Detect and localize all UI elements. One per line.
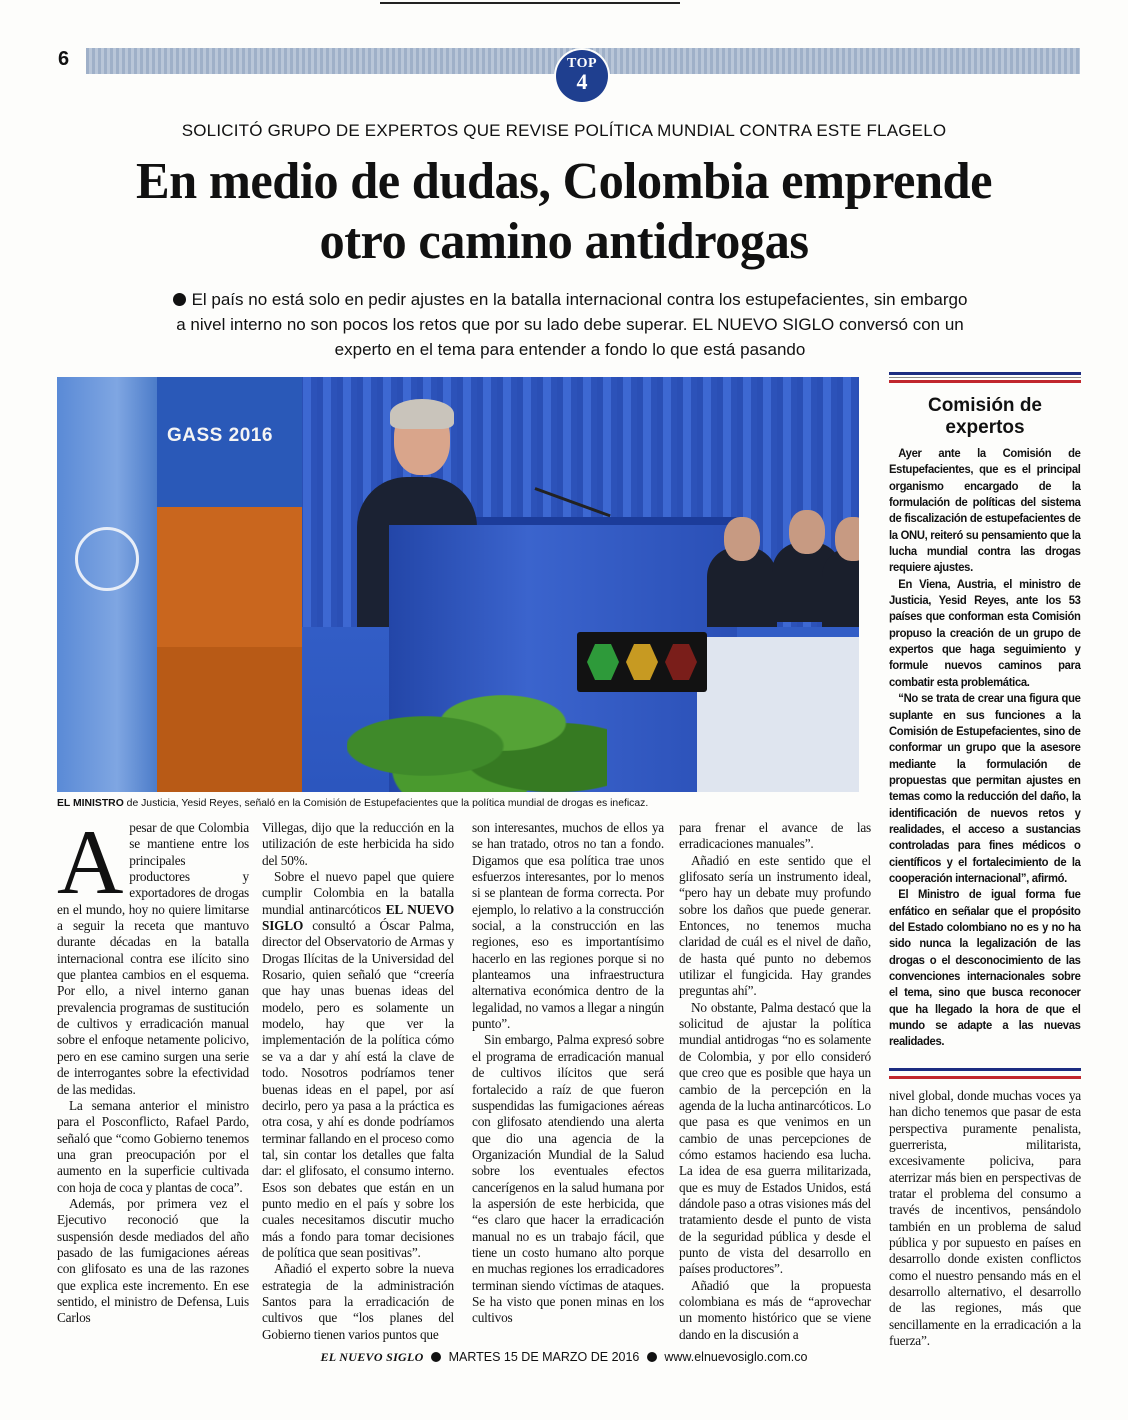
body-paragraph: para frenar el avance de las erradicaciones manuales”. [679, 820, 871, 852]
deck-line-1: El país no está solo en pedir ajustes en la batalla internacional contra los estupefacientes, sin embargo [191, 290, 968, 309]
badge-number: 4 [576, 69, 588, 94]
deck-line-3: experto en el tema para entender a fondo lo que está pasando [334, 340, 806, 359]
body-column-1 [57, 811, 249, 1327]
top-rule [380, 2, 680, 4]
body-paragraph: son interesantes, muchos de ellos ya se han tratado, otros no tan a fondo. Digamos que esa política trae unos esfuerzos interesantes, por lo menos si se plantean de forma correcta. Por ejemplo, lo relativo a la construcción social, a la construcción en las regiones, eso es importantísimo hacerlo en las regiones porque si no planteamos una infraestructura alternativa económica dentro de la legalidad, no vamos a llegar a ningún punto”. [472, 820, 664, 1032]
sidebar-bottom-rule [889, 1068, 1081, 1079]
top-badge [556, 50, 608, 102]
timer-red-light [665, 644, 697, 680]
sidebar-paragraph: El Ministro de igual forma fue enfático en señalar que el propósito del Estado colombiano no es y no ha sido nunca la legalización de las drogas o el desconocimiento de las convenciones internacionales sobre el tema, sino que busca reconocer que ha llegado la hora de que el mundo se adapte a las nuevas realidades. [889, 887, 1081, 1049]
page-number: 6 [58, 48, 70, 70]
photo-delegate-head [789, 510, 825, 554]
timer-amber-light [626, 644, 658, 680]
deck [120, 287, 1020, 362]
photo-delegate-head [724, 517, 760, 561]
body-paragraph: pesar de que Colombia se mantiene entre los principales productores y exportadores de drogas en el mundo, hoy no quiere limitarse a seguir la receta que mantuvo durante décadas en la batalla internacional contra ese ilícito sino que plantea cambios en el esquema. Por ello, a nivel interno ganan prevalencia programas de sustitución de cultivos y erradicación manual sobre el enfoque netamente policivo, pero en ese camino surgen una serie de interrogantes sobre la efectividad de las medidas. [57, 820, 249, 1097]
sidebar-body [889, 445, 1081, 1050]
footer-date: MARTES 15 DE MARZO DE 2016 [448, 1350, 640, 1364]
body-text: consultó a Óscar Palma, director del Observatorio de Armas y Drogas Ilícitas de la Universidad del Rosario, quien señaló que “creería que hay unas buenas ideas del modelo, pero es solamente un modelo, hay que ver la implementación de la política cómo se va a dar y ahí está la clave de todo. Nosotros podríamos tener buenas ideas en el papel, por así decirlo, pero ya pasa a la práctica es otra cosa, y ahí es donde podríamos terminar fallando en el proceso como tal, sin contar los detalles que falta dar: el glifosato, el consumo interno. Esos son debates que están en un punto medio en el país y sobre los cuales necesitamos discutir mucho más a fondo para tomar decisiones de política que sean positivas”. [262, 918, 454, 1260]
body-paragraph: No obstante, Palma destacó que la solicitud de ajustar la política mundial antidrogas “no es solamente de Colombia, y por ello consideró que creo que es posible que haya un cambio de la percepción en la agenda de la lucha antinarcóticos. Lo que pasa es que venimos en un cambio de unas percepciones de cómo estamos haciendo esa lucha. La idea de esa guerra militarizada, que es muy de Estados Unidos, está dándole paso a otras visiones más del tratamiento desde el punto de vista de la seguridad pública y desde el punto de vista del desarrollo en países productores”. [679, 999, 872, 1277]
sidebar-title-line-1: Comisión de [927, 395, 1042, 416]
headline [17, 152, 1111, 272]
newspaper-name: EL NUEVO SIGLO [262, 901, 454, 934]
body-paragraph: Añadió el experto sobre la nueva estrategia de la administración Santos para la erradicación de cultivos que “los planes del Gobierno tienen varios puntos que [262, 1261, 454, 1342]
kicker: SOLICITÓ GRUPO DE EXPERTOS QUE REVISE POLÍTICA MUNDIAL CONTRA ESTE FLAGELO [181, 121, 947, 140]
photo-speaker-hair [390, 399, 454, 429]
drop-cap: A [57, 811, 124, 913]
article-photo [57, 377, 859, 792]
page-footer [0, 1350, 1128, 1365]
photo-desk [697, 637, 859, 792]
body-column-2 [262, 820, 454, 1343]
body-paragraph: Añadió que la propuesta colombiana es más de “aprovechar un momento histórico que se viene dando en la discusión a [679, 1277, 871, 1342]
body-column-4 [679, 820, 871, 1343]
body-paragraph: La semana anterior el ministro para el Posconflicto, Rafael Pardo, señaló que “como Gobierno tenemos una gran preocupación por el aumento en la superficie cultivada con hoja de coca y plantas de coca”. [57, 1097, 249, 1195]
headline-line-1: En medio de dudas, Colombia emprende [135, 153, 993, 210]
body-paragraph: Además, por primera vez el Ejecutivo reconoció que la suspensión desde mediados del año pasado de las fumigaciones aéreas con glifosato es una de las razones que explica este incremento. En ese sentido, el ministro de Defensa, Luis Carlos [57, 1195, 249, 1326]
timer-green-light [587, 644, 619, 680]
bullet-icon [173, 293, 186, 306]
body-paragraph [262, 869, 454, 1261]
sidebar-paragraph: “No se trata de crear una figura que suplante en sus funciones a la Comisión de Estupefacientes, sino de conformar un grupo que la asesore mediante la formulación de propuestas que permitan ajustes en temas como la reducción del daño, la identificación de nuevos retos y realidades, el acceso a sustancias controladas para fines médicos o científicos y el fortalecimiento de la cooperación internacional”, afirmó. [889, 691, 1081, 885]
caption-lead: EL MINISTRO [57, 798, 124, 809]
body-column-5 [889, 1088, 1081, 1350]
poster-text: GASS 2016 [167, 425, 273, 446]
body-column-3 [472, 820, 664, 1327]
headline-line-2: otro camino antidrogas [319, 213, 809, 270]
deck-line-2: a nivel interno no son pocos los retos que por su lado debe superar. EL NUEVO SIGLO conversó con un [176, 315, 964, 334]
un-emblem-icon [75, 527, 139, 591]
sidebar-paragraph: Ayer ante la Comisión de Estupefacientes, que es el principal organismo encargado de la formulación de políticas del sistema de fiscalización de estupefacientes de la ONU, reiteró su pensamiento que la lucha mundial contra las drogas requiere ajustes. [889, 446, 1081, 575]
sidebar-paragraph: En Viena, Austria, el ministro de Justicia, Yesid Reyes, ante los 53 países que conforman esta Comisión propuso la creación de un grupo de expertos que haga seguimiento y formule nuevos caminos para combatir esta problemática. [889, 576, 1081, 689]
body-paragraph: nivel global, donde muchas voces ya han dicho tenemos que pasar de esta perspectiva puramente penalista, guerrerista, militarista, excesivamente policiva, para aterrizar más bien en perspectivas de tratar el problema del consumo a través de incentivos, pensándolo también en un problema de salud pública y por supuesto en países en desarrollo donde existen conflictos como el nuestro pensando más en el desarrollo alternativo, el desarrollo de las regiones, más que sencillamente en la erradicación a la fuerza”. [889, 1088, 1081, 1349]
badge-top-label: TOP [566, 56, 598, 71]
footer-logo: EL NUEVO SIGLO [320, 1350, 424, 1364]
body-paragraph: Sin embargo, Palma expresó sobre el programa de erradicación manual de cultivos ilícitos que será fortalecido a raíz de que fueron suspendidas las fumigaciones aéreas con glifosato atendiendo una alerta que dio una agencia de la Organización Mundial de la Salud sobre los eventuales efectos cancerígenos en la salud humana por la aspersión de este herbicida, que “es claro que hacer la erradicación manual no es un trabajo fácil, que tiene un costo humano alto porque en muchas regiones los erradicadores terminan siendo víctimas de ataques. Se ha visto que ponen minas en los cultivos [472, 1032, 664, 1326]
sidebar-title-line-2: expertos [945, 417, 1025, 438]
photo-caption [57, 797, 867, 811]
photo-delegate-head [835, 517, 859, 561]
body-paragraph: Villegas, dijo que la reducción en la utilización de este herbicida ha sido del 50%. [262, 820, 454, 868]
body-text: Sobre el nuevo papel que quiere cumplir Colombia en la batalla mundial antinarcóticos [262, 869, 454, 917]
photo-plant [347, 677, 607, 792]
caption-text: de Justicia, Yesid Reyes, señaló en la Comisión de Estupefacientes que la política mundial de drogas es ineficaz. [123, 798, 649, 809]
bullet-icon [431, 1352, 441, 1362]
sidebar-title [889, 395, 1081, 439]
sidebar-top-rule [889, 372, 1081, 383]
body-paragraph: Añadió en este sentido que el glifosato sería un instrumento ideal, “pero hay un debate muy profundo sobre los daños que puede generar. Entonces, no tenemos mucha claridad de cuál es el nivel de daño, de hasta qué punto no debemos utilizar el fungicida. Hay grandes preguntas ahí”. [679, 852, 871, 999]
footer-url[interactable]: www.elnuevosiglo.com.co [664, 1350, 808, 1364]
bullet-icon [647, 1352, 657, 1362]
